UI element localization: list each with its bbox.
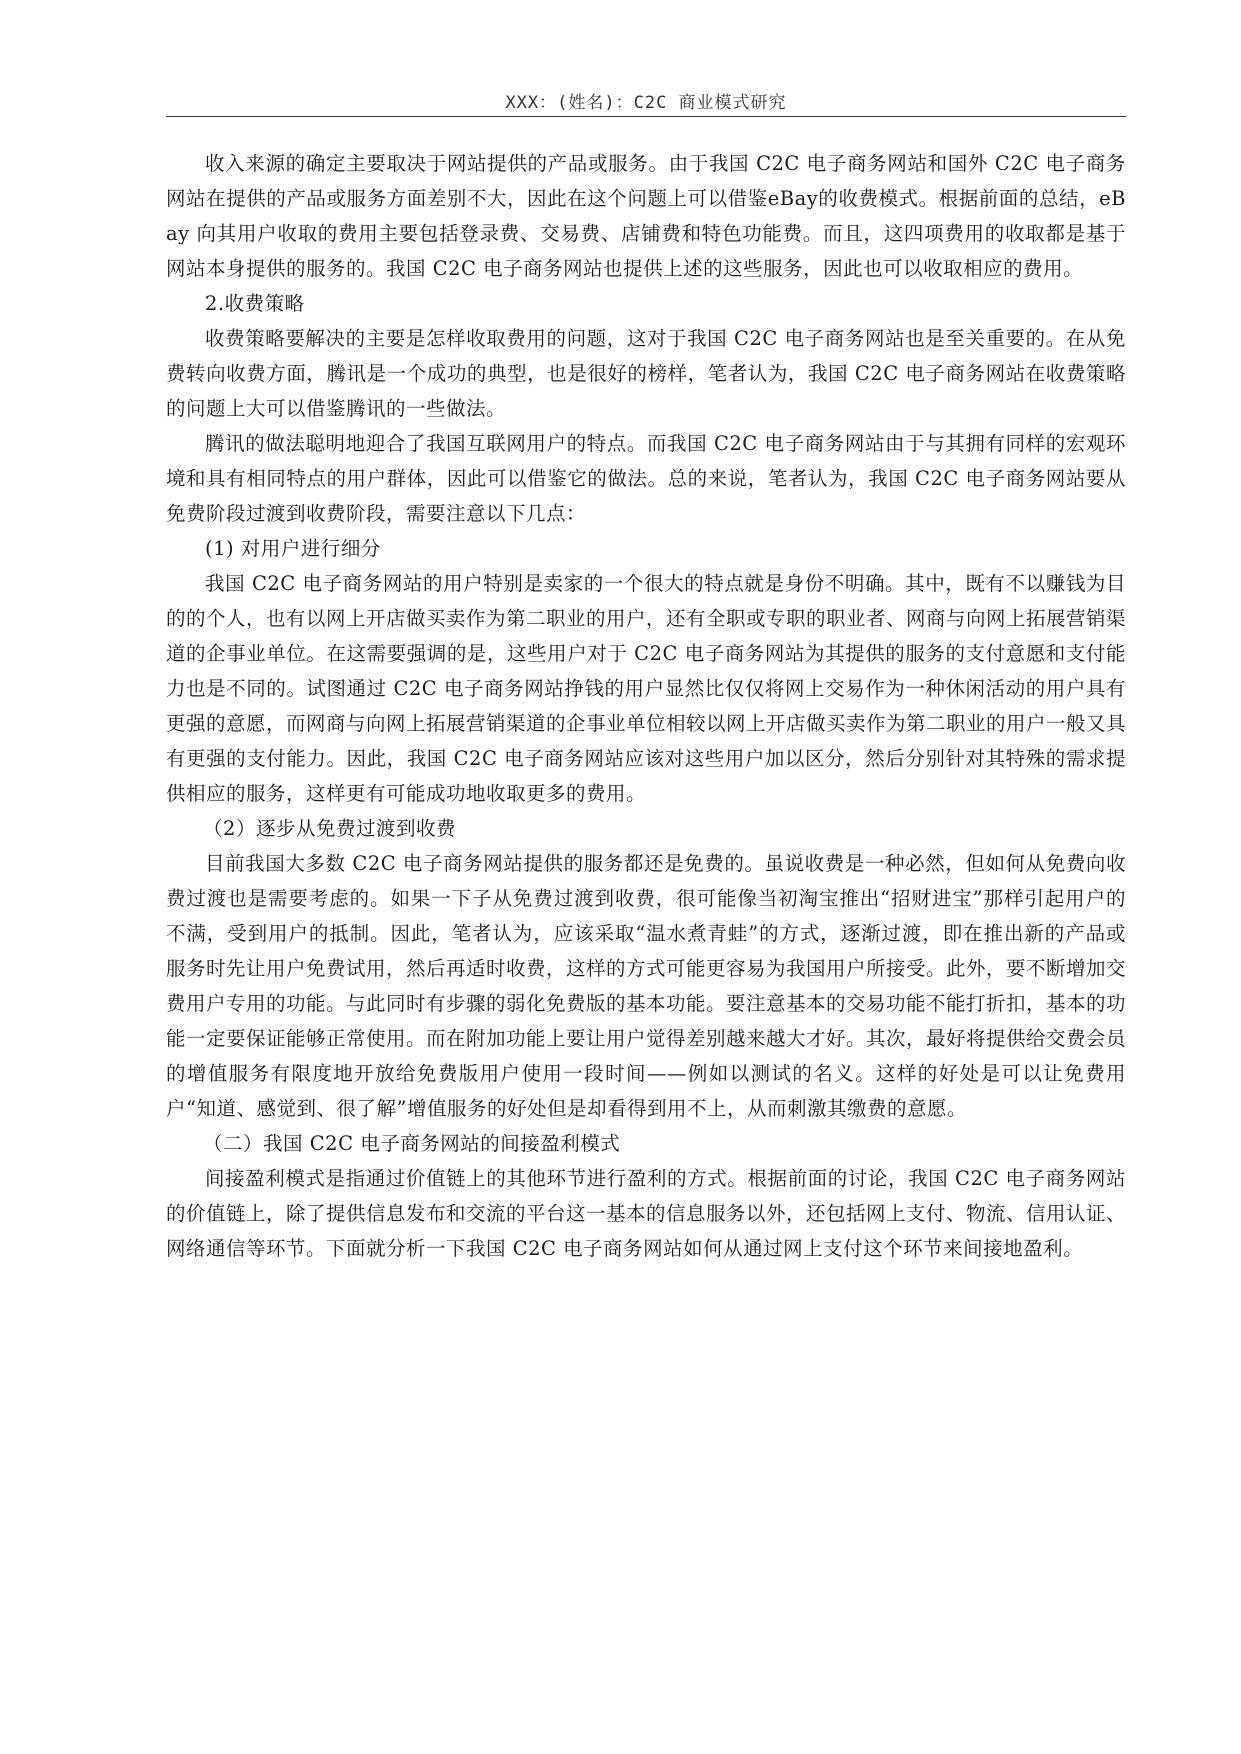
paragraph-gradual-transition: 目前我国大多数 C2C 电子商务网站提供的服务都还是免费的。虽说收费是一种必然，但如何从免费向收费过渡也是需要考虑的。如果一下子从免费过渡到收费，很可能像当初淘宝推出“招财进宝”那样引起用户的不满，受到用户的抵制。因此，笔者认为，应该采取“温水煮青蛙”的方式，逐渐过渡，即在推出新的产品或服务时先让用户免费试用，然后再适时收费，这样的方式可能更容易为我国用户所接受。此外，要不断增加交费用户专用的功能。与此同时有步骤的弱化免费版的基本功能。要注意基本的交易功能不能打折扣，基本的功能一定要保证能够正常使用。而在附加功能上要让用户觉得差别越来越大才好。其次，最好将提供给交费会员的增值服务有限度地开放给免费版用户使用一段时间——例如以测试的名义。这样的好处是可以让免费用户“知道、感觉到、很了解”增值服务的好处但是却看得到用不上，从而刺激其缴费的意愿。 [166, 852, 1127, 1120]
page-header: XXX：(姓名)：C2C 商业模式研究 [505, 93, 787, 113]
paragraph-revenue-sources: 收入来源的确定主要取决于网站提供的产品或服务。由于我国 C2C 电子商务网站和国外 C2C 电子商务网站在提供的产品或服务方面差别不大，因此在这个问题上可以借鉴eBay的收费模式。根据前面的总结，eBay 向其用户收取的费用主要包括登录费、交易费、店铺费和特色功能费。而且，这四项费用的收取都是基于网站本身提供的服务的。我国 C2C 电子商务网站也提供上述的这些服务，因此也可以收取相应的费用。 [166, 152, 1126, 280]
document-body [166, 146, 1126, 1266]
header-divider [166, 116, 1126, 117]
heading-user-segmentation: (1) 对用户进行细分 [205, 537, 381, 560]
heading-gradual-transition: （2）逐步从免费过渡到收费 [203, 817, 456, 840]
heading-fee-strategy: 2.收费策略 [205, 292, 305, 315]
paragraph-tencent-approach: 腾讯的做法聪明地迎合了我国互联网用户的特点。而我国 C2C 电子商务网站由于与其拥有同样的宏观环境和具有相同特点的用户群体，因此可以借鉴它的做法。总的来说，笔者认为，我国 C2C 电子商务网站要从免费阶段过渡到收费阶段，需要注意以下几点： [166, 432, 1126, 525]
heading-indirect-profit-model: （二）我国 C2C 电子商务网站的间接盈利模式 [203, 1132, 621, 1155]
paragraph-fee-strategy: 收费策略要解决的主要是怎样收取费用的问题，这对于我国 C2C 电子商务网站也是至关重要的。在从免费转向收费方面，腾讯是一个成功的典型，也是很好的榜样，笔者认为，我国 C2C 电子商务网站在收费策略的问题上大可以借鉴腾讯的一些做法。 [166, 327, 1126, 420]
paragraph-user-segmentation: 我国 C2C 电子商务网站的用户特别是卖家的一个很大的特点就是身份不明确。其中，既有不以赚钱为目的的个人，也有以网上开店做买卖作为第二职业的用户，还有全职或专职的职业者、网商与向网上拓展营销渠道的企事业单位。在这需要强调的是，这些用户对于 C2C 电子商务网站为其提供的服务的支付意愿和支付能力也是不同的。试图通过 C2C 电子商务网站挣钱的用户显然比仅仅将网上交易作为一种休闲活动的用户具有更强的意愿，而网商与向网上拓展营销渠道的企事业单位相较以网上开店做买卖作为第二职业的用户一般又具有更强的支付能力。因此，我国 C2C 电子商务网站应该对这些用户加以区分，然后分别针对其特殊的需求提供相应的服务，这样更有可能成功地收取更多的费用。 [166, 572, 1127, 805]
paragraph-indirect-profit-model: 间接盈利模式是指通过价值链上的其他环节进行盈利的方式。根据前面的讨论，我国 C2C 电子商务网站的价值链上，除了提供信息发布和交流的平台这一基本的信息服务以外，还包括网上支付、物流、信用认证、网络通信等环节。下面就分析一下我国 C2C 电子商务网站如何从通过网上支付这个环节来间接地盈利。 [166, 1167, 1127, 1260]
